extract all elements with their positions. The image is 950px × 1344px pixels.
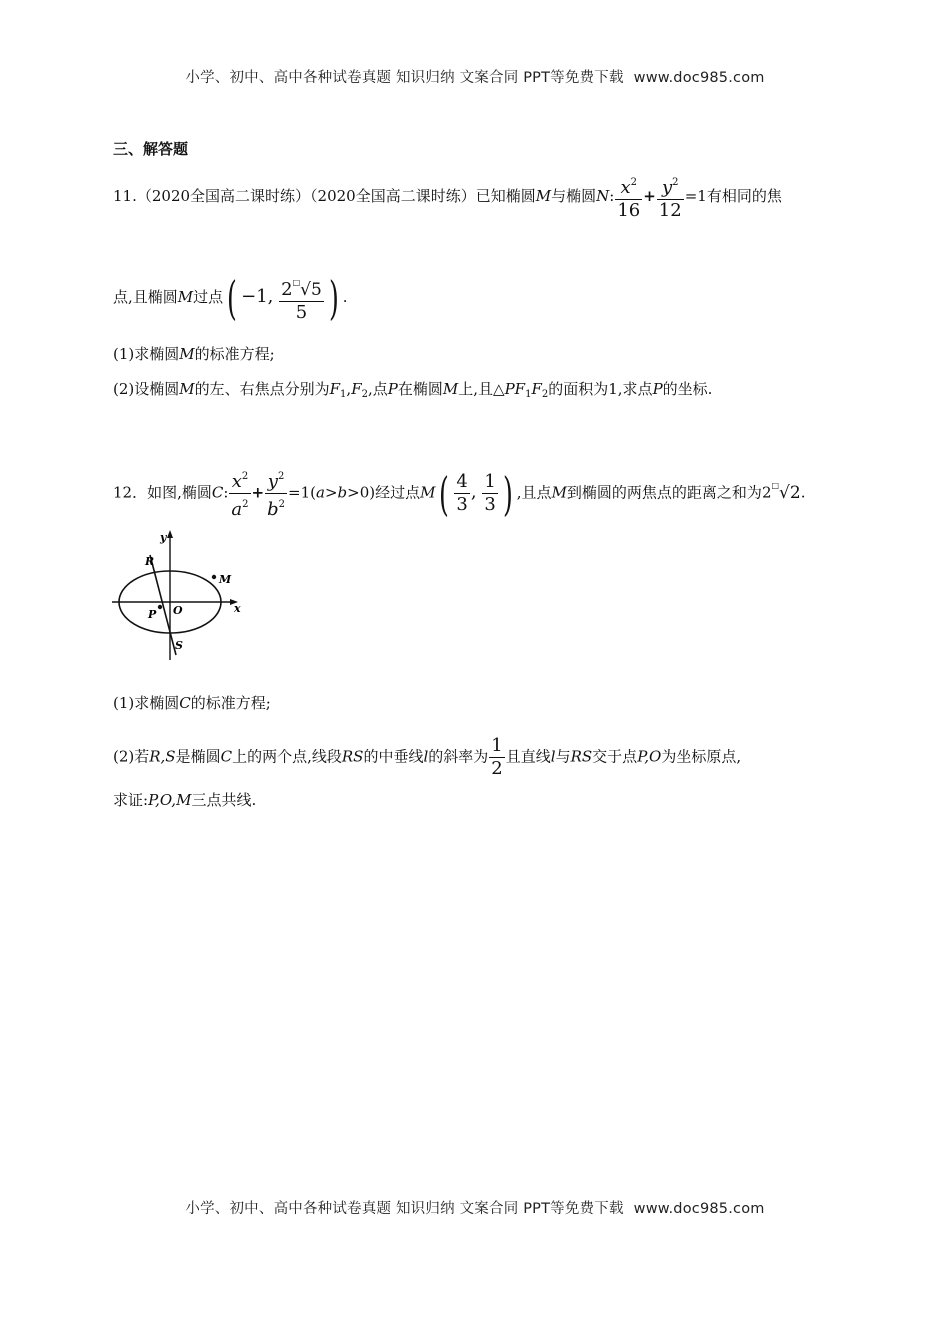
page-footer	[0, 1197, 950, 1218]
header-text: 小学、初中、高中各种试卷真题 知识归纳 文案合同 PPT等免费下载	[185, 70, 624, 86]
label-x: x	[234, 602, 241, 615]
fraction-4-3: $\frac{4}{3}$	[456, 471, 468, 515]
label-m: M	[219, 573, 232, 586]
fraction-y2-12: $\frac{y^2}{12}$	[658, 177, 682, 221]
fraction-2root5-5: $\frac{2^□√5}{5}$	[281, 278, 322, 323]
fraction-y2-b2: $\frac{y^2}{b^2}$	[267, 471, 286, 520]
q12-line1: 12．如图,椭圆C: $\frac{x^2}{a^2}$ + $\frac{y^2}{b^2}$ =1(a>b>0)经过点M( $\frac{4}{3}$ , $\frac{1}{3}$ ) ,且点M到椭圆的两焦点的距离之和为2□√2.	[113, 466, 806, 521]
point-p	[158, 605, 162, 609]
q12-line3: 求证:P,O,M三点共线.	[113, 791, 257, 809]
y-axis-arrow	[167, 530, 173, 538]
fraction-x2-a2: $\frac{x^2}{a^2}$	[231, 471, 249, 520]
section-title: 三、解答题	[113, 140, 189, 158]
fraction-x2-16: $\frac{x^2}{16}$	[617, 177, 641, 221]
label-p: P	[148, 608, 157, 621]
q12-part1: (1)求椭圆C的标准方程;	[113, 694, 271, 712]
q11-source1: （2020全国高二课时练）	[136, 187, 311, 205]
q11-part2: (2)设椭圆M的左、右焦点分别为$F_1,F_2$,点P在椭圆M上,且$\triangle PF_1F_2$的面积为1,求点P的坐标.	[113, 380, 713, 400]
point-x: −1,	[241, 286, 274, 307]
label-o: O	[173, 604, 183, 617]
q11-number: 11.	[113, 187, 137, 205]
footer-url[interactable]: www.doc985.com	[633, 1201, 765, 1217]
footer-text: 小学、初中、高中各种试卷真题 知识归纳 文案合同 PPT等免费下载	[185, 1201, 624, 1217]
point-m	[212, 575, 216, 579]
fraction-1-2: $\frac{1}{2}$	[491, 735, 503, 779]
q12-part2: (2)若R,S是椭圆C上的两个点,线段RS的中垂线l的斜率为 $\frac{1}{2}$ 且直线l与RS交于点P,O为坐标原点,	[113, 735, 742, 779]
page-header	[0, 66, 950, 87]
label-s: S	[175, 639, 183, 652]
q11-source2: （2020全国高二课时练）	[310, 187, 476, 205]
header-url[interactable]: www.doc985.com	[633, 70, 765, 86]
q11-line1: 11.（2020全国高二课时练）（2020全国高二课时练）已知椭圆M与椭圆N: $\frac{x^2}{16}$ + $\frac{y^2}{12}$ =1有相同的焦	[113, 172, 782, 222]
label-y: y	[160, 531, 167, 544]
q11-line2: 点,且椭圆M过点( −1, $\frac{2^□√5}{5}$ ) .	[113, 271, 348, 325]
ellipse-figure	[110, 525, 255, 660]
q12-number: 12．	[113, 483, 148, 502]
q11-part1: (1)求椭圆M的标准方程;	[113, 345, 275, 363]
label-r: R	[145, 555, 155, 568]
fraction-1-3: $\frac{1}{3}$	[484, 471, 496, 515]
